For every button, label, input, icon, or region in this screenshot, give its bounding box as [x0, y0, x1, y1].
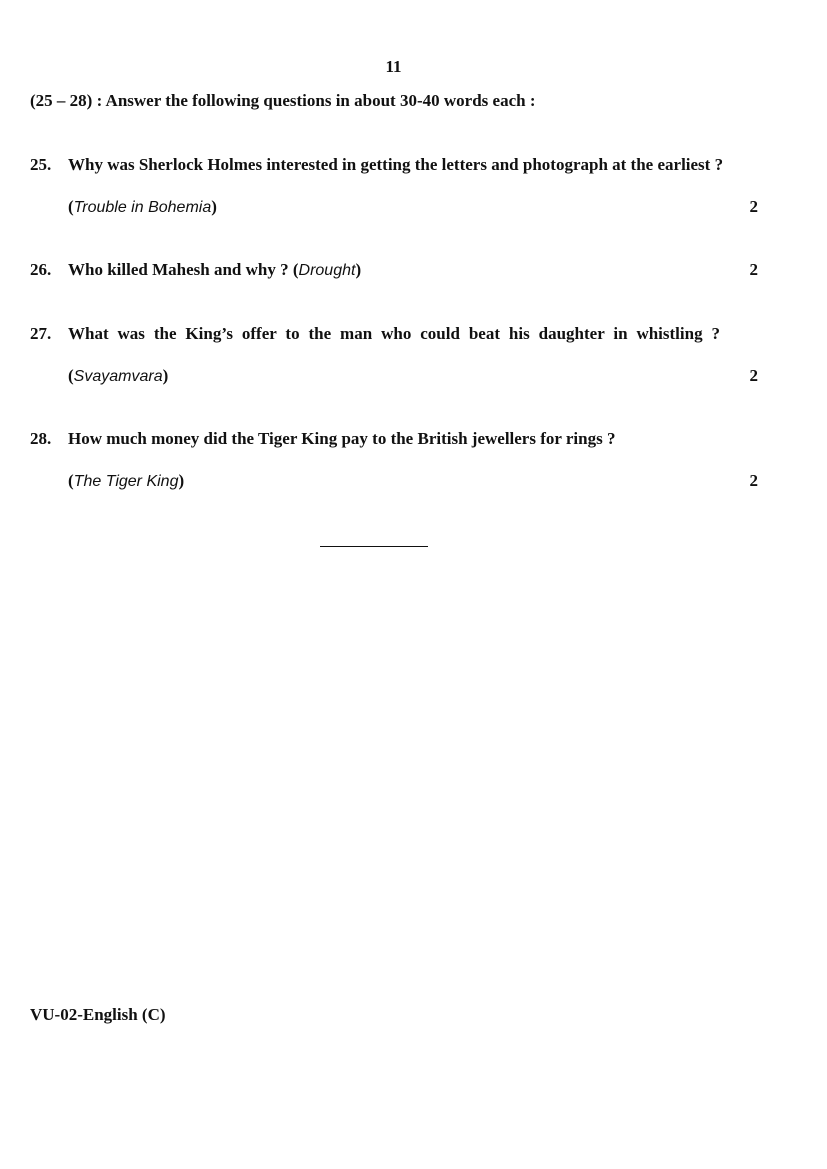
question-25 [30, 155, 758, 217]
question-text: Who killed Mahesh and why ? [68, 260, 289, 279]
question-text: Why was Sherlock Holmes interested in getting the letters and photograph at the earliest ? [68, 155, 724, 174]
end-divider [320, 546, 428, 547]
question-text-with-source: Who killed Mahesh and why ? (Drought) [68, 260, 362, 279]
question-marks: 2 [749, 366, 758, 385]
question-27 [30, 324, 758, 386]
question-26 [30, 260, 758, 280]
question-source: (Trouble in Bohemia) [68, 197, 217, 216]
instruction-text-before: : Answer the following questions in about [92, 91, 400, 110]
question-number: 26. [30, 260, 52, 279]
source-title: Trouble in Bohemia [73, 199, 212, 216]
question-source: (Svayamvara) [68, 366, 169, 385]
question-marks: 2 [749, 260, 758, 279]
question-range: (25 – 28) [30, 91, 93, 110]
question-number: 25. [30, 155, 52, 174]
question-marks: 2 [749, 471, 758, 490]
question-source: (The Tiger King) [68, 471, 185, 490]
page-number: 11 [385, 57, 402, 76]
source-title: Drought [298, 262, 356, 279]
source-title: The Tiger King [73, 473, 179, 490]
question-marks: 2 [749, 197, 758, 216]
question-number: 27. [30, 324, 52, 343]
paper-code-footer: VU-02-English (C) [30, 1005, 166, 1024]
word-range: 30-40 [399, 91, 440, 110]
question-text: How much money did the Tiger King pay to the British jewellers for rings ? [68, 429, 616, 448]
instruction-text-after: words each : [439, 91, 536, 110]
question-text: What was the King’s offer to the man who could beat his daughter in whistling ? [68, 324, 720, 343]
question-28 [30, 429, 758, 491]
source-title: Svayamvara [73, 368, 163, 385]
section-instruction [30, 91, 536, 111]
question-number: 28. [30, 429, 52, 448]
